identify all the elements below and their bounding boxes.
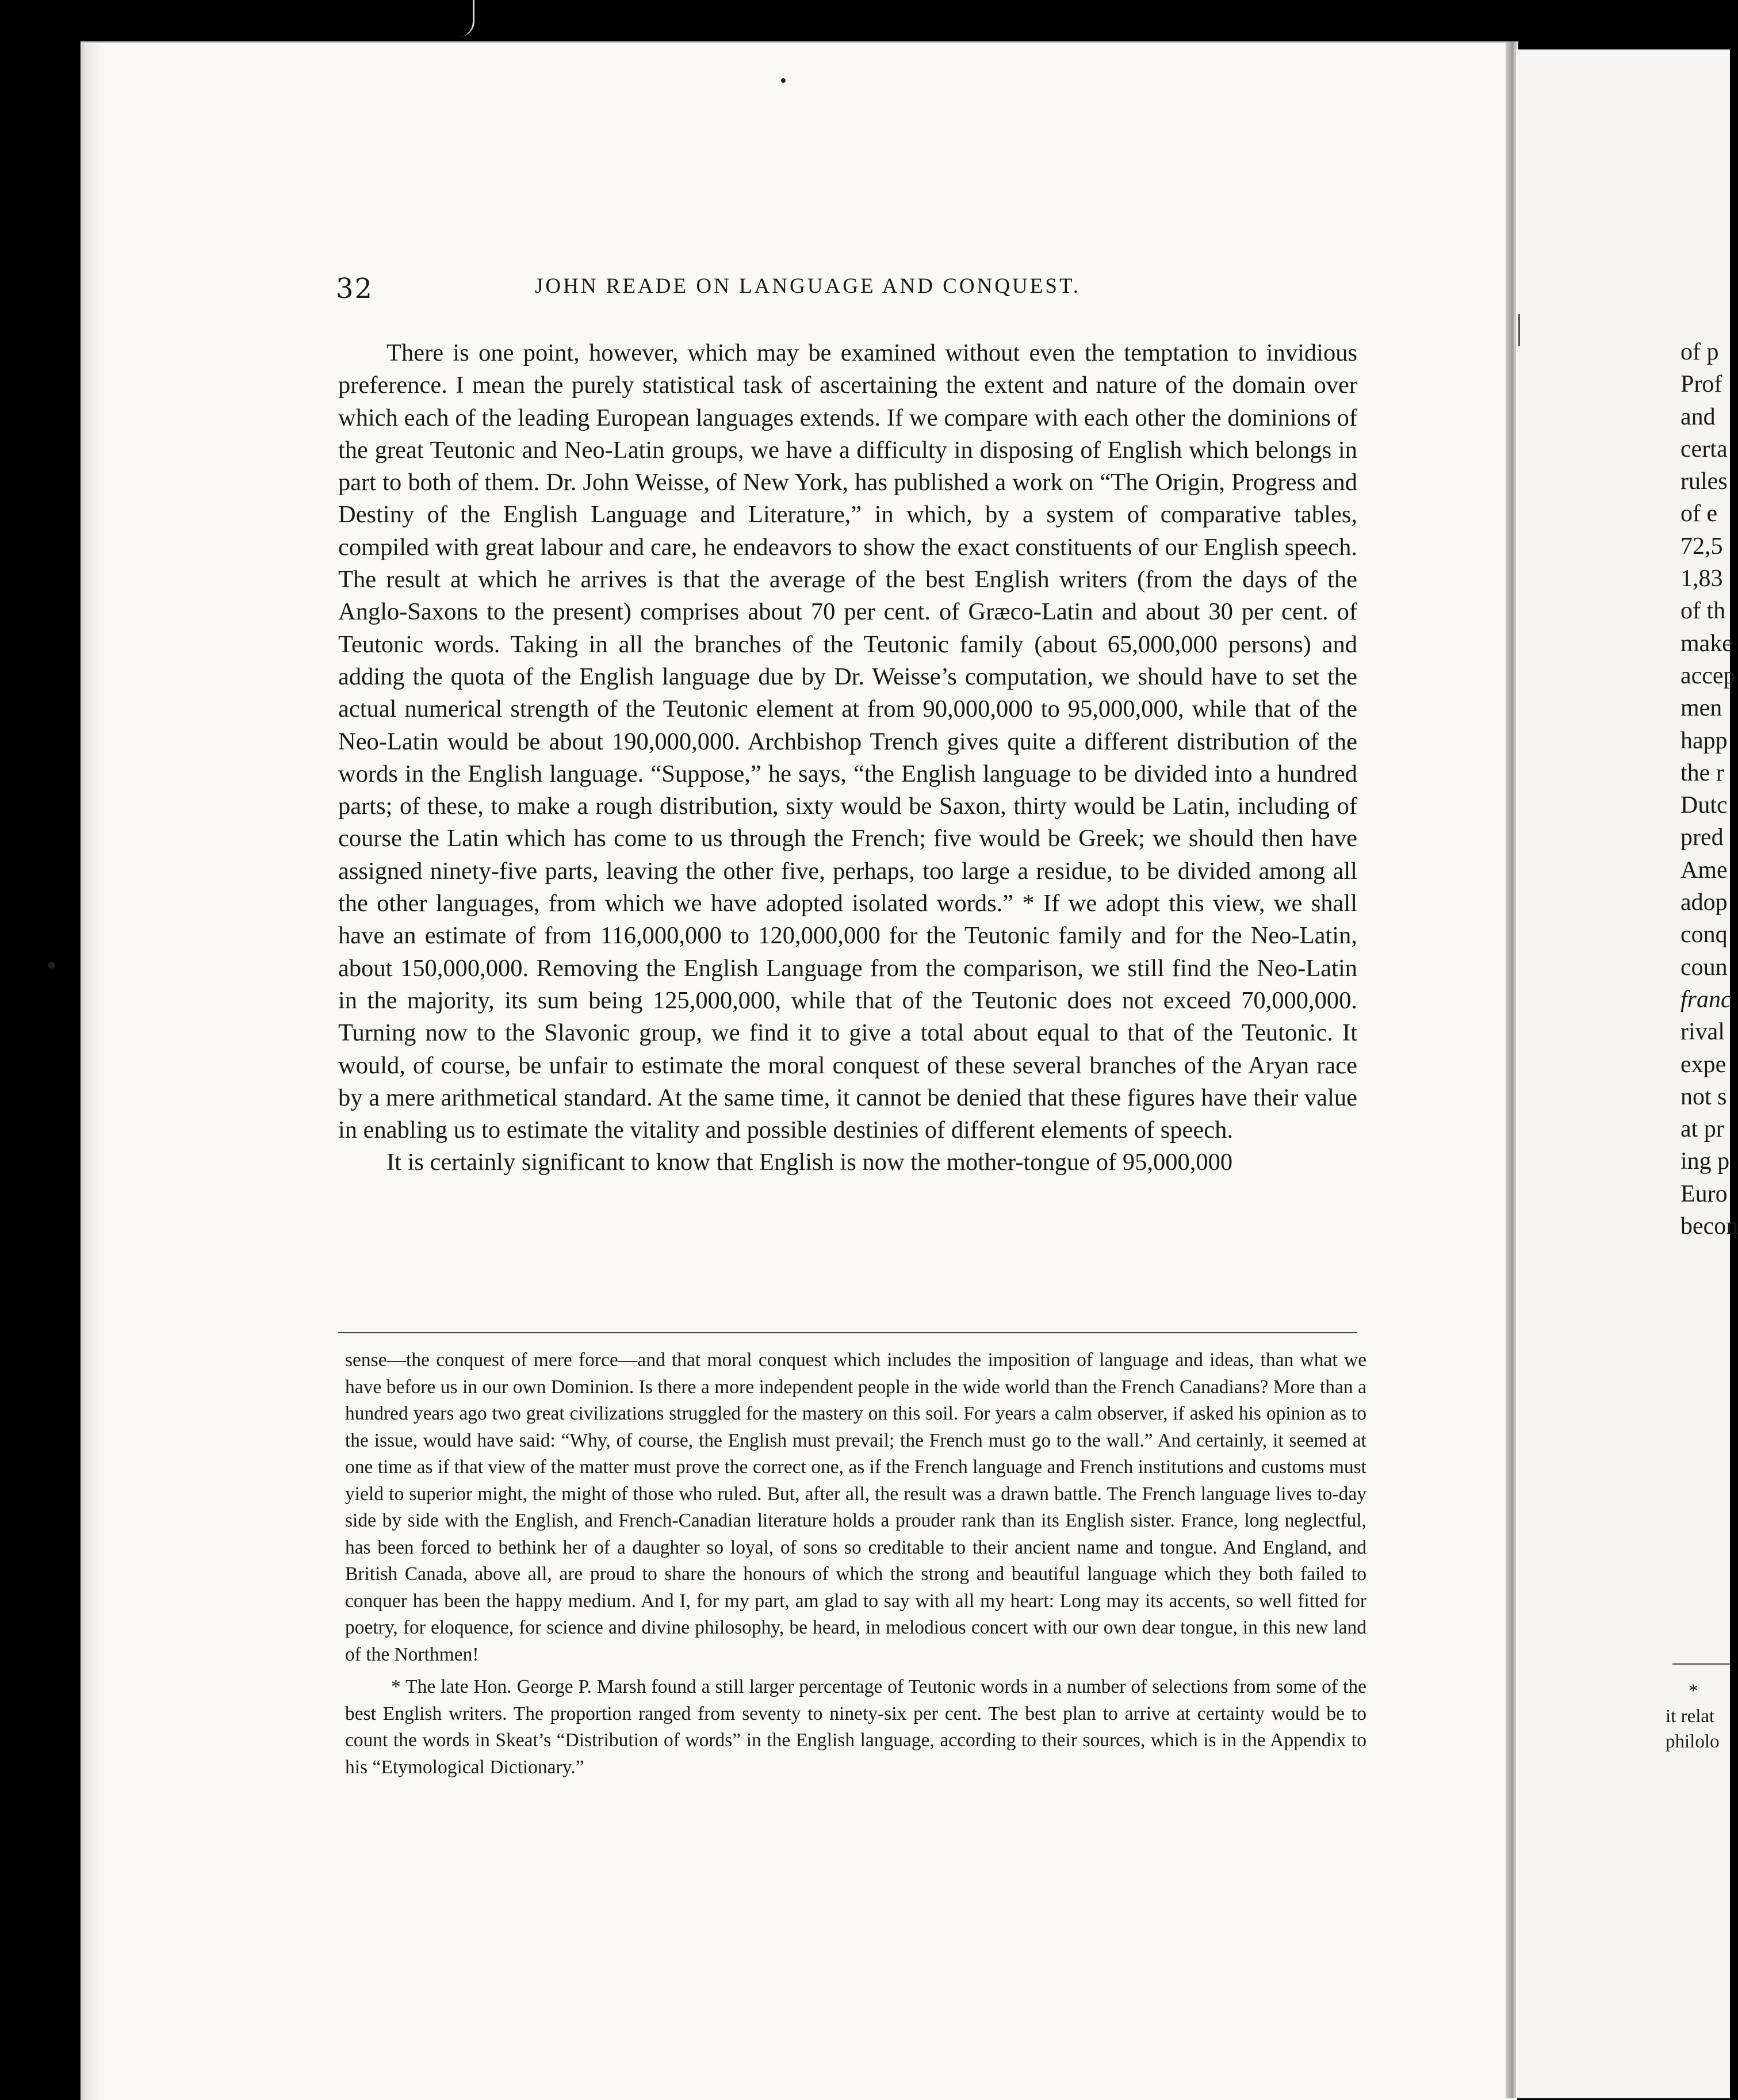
right-page-text bbox=[1680, 336, 1738, 1242]
right-line: Euro bbox=[1680, 1180, 1728, 1207]
scan-edge-mark bbox=[459, 0, 474, 37]
right-line: 1,83 bbox=[1680, 565, 1723, 592]
ink-speck bbox=[781, 78, 786, 83]
ink-speck bbox=[48, 962, 55, 969]
running-head: JOHN READE ON LANGUAGE AND CONQUEST. bbox=[535, 274, 1081, 298]
right-line: accep bbox=[1680, 662, 1736, 689]
paragraph: It is certainly significant to know that English is now the mother-tongue of 95,000,000 bbox=[386, 1149, 1233, 1176]
right-line: certa bbox=[1680, 435, 1728, 462]
right-line: rival bbox=[1680, 1019, 1725, 1046]
right-line: 72,5 bbox=[1680, 533, 1723, 560]
body-text bbox=[338, 337, 1357, 1179]
right-note-line: philolo bbox=[1666, 1731, 1720, 1752]
right-line: conq bbox=[1680, 921, 1728, 948]
right-line: and bbox=[1680, 403, 1716, 430]
footnotes bbox=[345, 1347, 1366, 1781]
right-line: rules bbox=[1680, 468, 1728, 495]
footnote: * The late Hon. George P. Marsh found a still larger percentage of Teutonic words in a number of selections from some of the best English writers. The proportion ranged from seventy to ninety-six per cent. The best plan to arrive at certainty would be to count the words in Skeat’s “Distribution of words” in the English language, according to their sources, which is in the Appendix to his “Etymological Dictionary.” bbox=[345, 1676, 1366, 1778]
right-line: of th bbox=[1680, 598, 1726, 625]
right-line: Ame bbox=[1680, 856, 1728, 883]
right-line: coun bbox=[1680, 954, 1728, 981]
paragraph: There is one point, however, which may be examined without even the temptation to invidious preference. I mean the purely statistical task of ascertaining the extent and nature of the domain over which each of the leading European languages extends. If we compare with each other the dominions of the great Teutonic and Neo-Latin groups, we have a difficulty in disposing of English which belongs in part to both of them. Dr. John Weisse, of New York, has published a work on “The Origin, Progress and Destiny of the English Language and Literature,” in which, by a system of comparative tables, compiled with great labour and care, he endeavors to show the exact constituents of our English speech. The result at which he arrives is that the average of the best English writers (from the days of the Anglo-Saxons to the present) comprises about 70 per cent. of Græco-Latin and about 30 per cent. of Teutonic words. Taking in all the branches of the Teutonic family (about 65,000,000 persons) and adding the quota of the English language due by Dr. Weisse’s computation, we should have to set the actual numerical strength of the Teutonic element at from 90,000,000 to 95,000,000, while that of the Neo-Latin would be about 190,000,000. Archbishop Trench gives quite a different distribution of the words in the English language. “Suppose,” he says, “the English language to be divided into a hundred parts; of these, to make a rough distribution, sixty would be Saxon, thirty would be Latin, including of course the Latin which has come to us through the French; five would be Greek; we should then have assigned ninety-five parts, leaving the other five, perhaps, too large a residue, to be divided among all the other languages, from which we have adopted isolated words.” * If we adopt this view, we shall have an estimate of from 116,000,000 to 120,000,000 for the Teutonic family and for the Neo-Latin, about 150,000,000. Removing the English Language from the comparison, we still find the Neo-Latin in the majority, its sum being 125,000,000, while that of the Teutonic does not exceed 70,000,000. Turning now to the Slavonic group, we find it to give a total about equal to that of the Teutonic. It would, of course, be unfair to estimate the moral conquest of these several branches of the Aryan race by a mere arithmetical standard. At the same time, it cannot be denied that these figures have their value in enabling us to estimate the vitality and possible destinies of different elements of speech. bbox=[338, 339, 1357, 1144]
right-note-line: * bbox=[1689, 1681, 1698, 1701]
right-footnote-rule bbox=[1672, 1663, 1730, 1665]
right-line: at pr bbox=[1680, 1116, 1724, 1143]
right-line: Prof bbox=[1680, 371, 1722, 398]
right-line: becon bbox=[1680, 1213, 1738, 1240]
right-line: ing p bbox=[1680, 1148, 1730, 1175]
right-line: of p bbox=[1680, 339, 1719, 365]
continued-note: sense—the conquest of mere force—and that moral conquest which includes the imposition of language and ideas, than what we have before us in our own Dominion. Is there a more independent people in the wide world than the French Canadians? More than a hundred years ago two great civilizations struggled for the mastery on this soil. For years a calm observer, if asked his opinion as to the issue, would have said: “Why, of course, the English must prevail; the French must go to the wall.” And certainly, it seemed at one time as if that view of the matter must prove the correct one, as if the French language and French institutions and customs must yield to superior might, the might of those who ruled. But, after all, the result was a drawn battle. The French language lives to-day side by side with the English, and French-Canadian literature holds a prouder rank than its English sister. France, long neglectful, has been forced to bethink her of a daughter so loyal, of sons so creditable to their ancient name and tongue. And England, and British Canada, above all, are proud to share the honours of which the strong and beautiful language which they both failed to conquer has been the happy medium. And I, for my part, am glad to say with all my heart: Long may its accents, so well fitted for poetry, for eloquence, for science and divine philosophy, be heard, in melodious concert with our own dear tongue, in this new land of the Northmen! bbox=[345, 1349, 1366, 1665]
right-note-line: it relat bbox=[1666, 1706, 1715, 1727]
right-line: franc bbox=[1680, 986, 1732, 1013]
right-line: of e bbox=[1680, 500, 1718, 527]
right-line: make bbox=[1680, 630, 1733, 657]
right-line: men bbox=[1680, 695, 1722, 722]
right-line: not s bbox=[1680, 1083, 1727, 1110]
right-line: pred bbox=[1680, 824, 1724, 851]
footnote-rule bbox=[338, 1332, 1357, 1333]
right-page-notes bbox=[1666, 1678, 1720, 1754]
right-line: Dutc bbox=[1680, 792, 1728, 819]
margin-mark bbox=[1518, 314, 1520, 346]
right-line: the r bbox=[1680, 759, 1724, 786]
right-line: expe bbox=[1680, 1051, 1726, 1078]
page-number: 32 bbox=[336, 273, 374, 305]
right-line: adop bbox=[1680, 889, 1728, 916]
right-line: happ bbox=[1680, 727, 1728, 754]
